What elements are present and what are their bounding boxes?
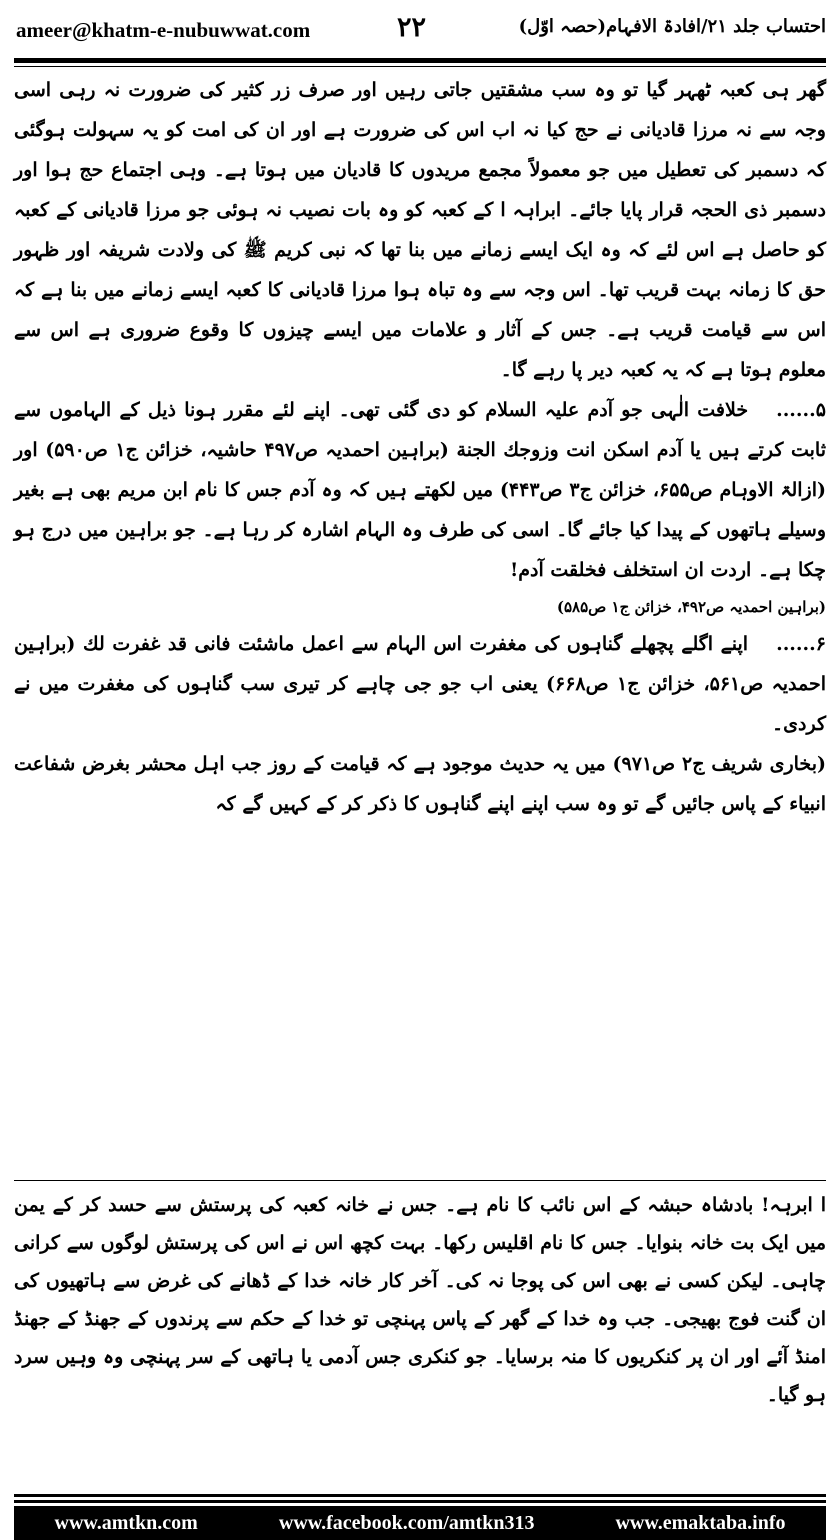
footer-rule-1 [14, 1494, 826, 1497]
footnotes [14, 1186, 826, 1414]
item-5-text: خلافت الٰہی جو آدم علیہ السلام کو دی گئی تھی۔ اپنے لئے مقرر ہونا ذیل کے الہاموں سے ثابت کرتے ہیں یا آدم اسکن انت وزوجك الجنة (براہین احمدیہ ص۴۹۷ حاشیہ، خزائن ج۱ ص۵۹۰) اور (ازالۃ الاوہام ص۶۵۵، خزائن ج۳ ص۴۴۳) میں لکھتے ہیں کہ وہ آدم جس کا نام ابن مریم بھی ہے بغیر وسیلے ہاتھوں کے پیدا کیا جائے گا۔ اسی کی طرف وہ الہام اشارہ کر رہا ہے۔ جو براہین میں درج ہو چکا ہے۔ اردت ان استخلف فخلقت آدم! [14, 399, 827, 581]
header-rule-thick [14, 58, 826, 63]
footer-bar [14, 1506, 826, 1540]
item-6-number: ۶...... [776, 633, 826, 655]
page-number: ۲۲ [397, 12, 427, 43]
item-5 [14, 390, 826, 590]
header-rule-thin [14, 66, 826, 67]
footer-link-emaktaba[interactable]: www.emaktaba.info [615, 1511, 786, 1534]
paragraph-kaaba: گھر ہی کعبہ ٹھہر گیا تو وہ سب مشقتیں جاتی رہیں اور صرف زر کثیر کی ضرورت نہ رہی اسی وجہ سے نہ مرزا قادیانی نے حج کیا نہ اب اس کی ضرورت ہے اور ان کی امت کو یہ سہولت ہوگئی کہ دسمبر کی تعطیل میں جو معمولاً مجمع مریدوں کا قادیان میں ہوتا ہے۔ وہی اجتماع حج ہوا اور دسمبر ذی الحجہ قرار پایا جائے۔ ابراہہ ا کے کعبہ کو وہ بات نصیب نہ ہوئی جو مرزا قادیانی کے کعبہ کو حاصل ہے اس لئے کہ وہ ایک ایسے زمانے میں بنا تھا کہ نبی کریم ﷺ کی ولادت شریفہ اور ظہور حق کا زمانہ بہت قریب تھا۔ اس وجہ سے وہ تباہ ہوا مرزا قادیانی کا کعبہ ایسے زمانے میں بنا ہے کہ اس سے قیامت قریب ہے۔ جس کے آثار و علامات میں ایسے چیزوں کا وقوع ضروری ہے اس سے معلوم ہوتا ہے کہ یہ کعبہ دیر پا رہے گا۔ [14, 79, 826, 381]
item-5-number: ۵...... [776, 399, 826, 421]
item-6 [14, 624, 826, 744]
item-5-reference: (براہین احمدیہ ص۴۹۲، خزائن ج۱ ص۵۸۵) [556, 598, 826, 616]
page-header [0, 0, 840, 60]
main-text [14, 70, 826, 824]
footnote-abraha: ا ابرہہ! بادشاہ حبشہ کے اس نائب کا نام ہے۔ جس نے خانہ کعبہ کی پرستش سے حسد کر کے یمن میں ایک بت خانہ بنوایا۔ جس کا نام اقلیس رکھا۔ بہت کچھ اس نے اس کی پرستش لوگوں سے کرانی چاہی۔ لیکن کسی نے بھی اس کی پوجا نہ کی۔ آخر کار خانہ خدا کے ڈھانے کی غرض سے ہاتھیوں کی ان گنت فوج بھیجی۔ جب وہ خدا کے گھر کے پاس پہنچی تو خدا کے حکم سے پرندوں کے جھنڈ کے جھنڈ امنڈ آئے اور ان پر کنکریوں کا منہ برسایا۔ جو کنکری جس آدمی یا ہاتھی کے سر پہنچی وہ وہیں سرد ہو گیا۔ [14, 1194, 826, 1406]
paragraph-bukhari: (بخاری شریف ج۲ ص۹۷۱) میں یہ حدیث موجود ہے کہ قیامت کے روز جب اہل محشر بغرض شفاعت انبیاء کے پاس جائیں گے تو وہ سب اپنے اپنے گناہوں کا ذکر کر کے کہیں گے کہ [14, 753, 826, 815]
footnote-separator [14, 1180, 826, 1181]
footer-link-facebook[interactable]: www.facebook.com/amtkn313 [278, 1511, 535, 1534]
footer-link-amtkn[interactable]: www.amtkn.com [54, 1511, 198, 1534]
footer-rule-2 [14, 1500, 826, 1503]
header-email[interactable]: ameer@khatm-e-nubuwwat.com [16, 18, 311, 42]
book-title: احتساب جلد ۲۱/افادۃ الافہام(حصہ اوّل) [518, 16, 826, 37]
item-6-text: اپنے اگلے پچھلے گناہوں کی مغفرت اس الہام سے اعمل ماشئت فانی قد غفرت لك (براہین احمدیہ ص۵۶۱، خزائن ج۱ ص۶۶۸) یعنی اب جو جی چاہے کر تیری سب گناہوں کی مغفرت میں نے کردی۔ [14, 633, 826, 735]
